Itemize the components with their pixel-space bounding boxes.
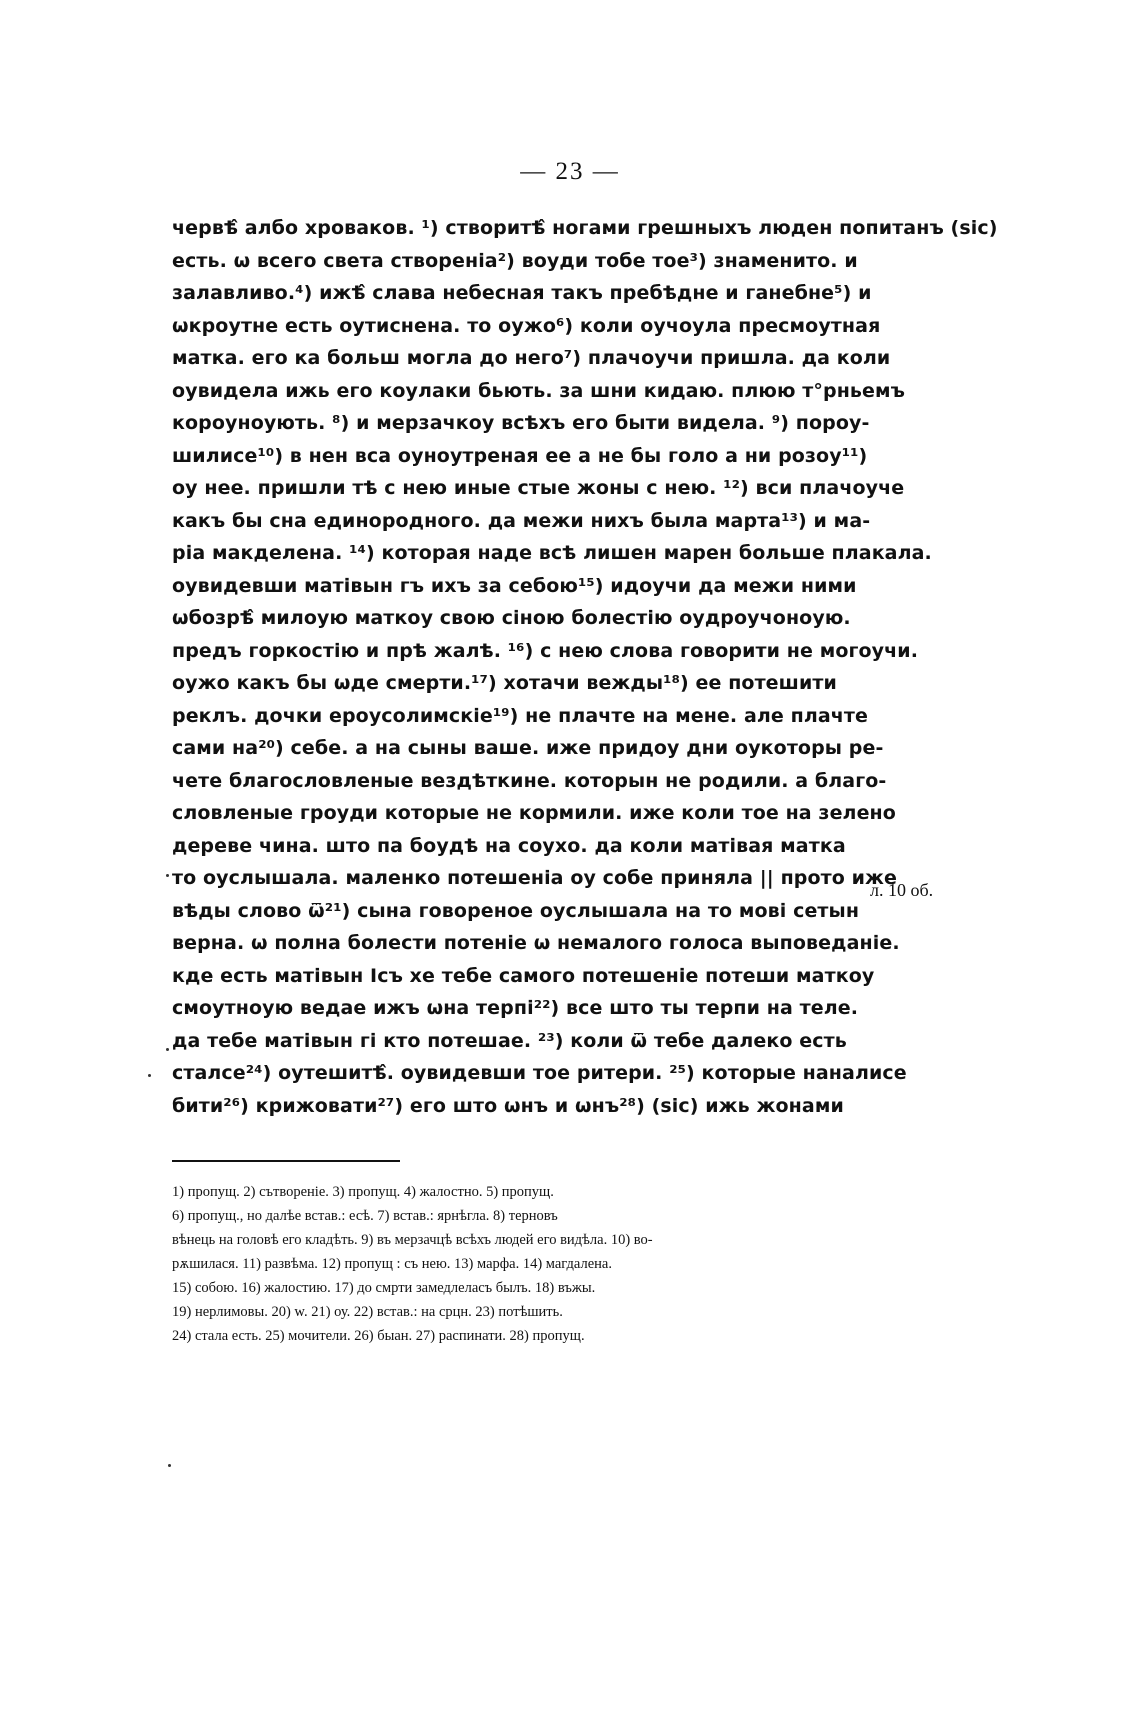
text-line: матка. его ка больш могла до него⁷) плачоучи пришла. да коли (172, 347, 891, 369)
text-line: шилисе¹⁰) в нен вса оуноутреная ее а не бы голо а ни розоу¹¹) (172, 444, 868, 467)
footnote-line: 1) пропущ. 2) сътвореніе. 3) пропущ. 4) жалостно. 5) пропущ. (172, 1184, 554, 1200)
text-line: ѡкроутне есть оутиснена. то оужо⁶) коли оучоула пресмоутная (172, 314, 881, 337)
scan-speck (166, 1048, 169, 1051)
text-line: есть. ѡ всего света створеніа²) воуди тобе тое³) знаменито. и (172, 249, 858, 272)
text-line: ѡбозрѣ̂ милоую маткоу свою сіною болестію оудроучоноую. (172, 607, 851, 629)
text-line: вѣды слово ѿ²¹) сына говореное оуслышала на то мові сетын (172, 899, 860, 922)
text-line: оужо какъ бы ѡде смерти.¹⁷) хотачи вежды¹⁸) ее потешити (172, 672, 837, 694)
text-line: да тебе матівын гі кто потешае. ²³) коли ѿ тебе далеко есть (172, 1029, 847, 1052)
footnote-line: 24) стала есть. 25) мочители. 26) быан. 27) распинати. 28) пропущ. (172, 1328, 585, 1344)
text-line: бити²⁶) крижовати²⁷) его што ѡнъ и ѡнъ²⁸) (sic) ижь жонами (172, 1094, 844, 1117)
text-line: предъ горкостію и прѣ жалѣ. ¹⁶) с нею слова говорити не могоучи. (172, 639, 919, 662)
text-line: верна. ѡ полна болести потеніе ѡ немалого голоса выповеданіе. (172, 932, 900, 954)
text-line: дереве чина. што па боудѣ на соухо. да коли матівая матка (172, 834, 846, 857)
text-line: сталсе²⁴) оутешитѣ̂. оувидевши тое ритери. ²⁵) которые наналисе (172, 1062, 907, 1084)
margin-note: л. 10 об. (870, 880, 934, 900)
footnote-divider (172, 1160, 400, 1162)
text-line: реклъ. дочки ероусолимскіе¹⁹) не плачте на мене. але плачте (172, 704, 868, 727)
text-line: червѣ̂ албо хроваков. ¹) створитѣ̂ ногами грешныхъ люден попитанъ (sic) (172, 217, 998, 239)
text-line: смоутноую ведае ижъ ѡна терпі²²) все што ты терпи на теле. (172, 997, 859, 1019)
text-line: оу нее. пришли тѣ с нею иные стые жоны с нею. ¹²) вси плачоуче (172, 477, 905, 499)
page-number: — 23 — (520, 158, 620, 185)
footnote-line: 19) нерлимовы. 20) w. 21) оу. 22) встав.: на срцн. 23) потѣшить. (172, 1304, 563, 1320)
text-line: короуноують. ⁸) и мерзачкоу всѣхъ его быти видела. ⁹) пороу- (172, 412, 870, 434)
scan-speck (166, 874, 169, 877)
text-line: оувидевши матівын гъ ихъ за себою¹⁵) идоучи да межи ними (172, 574, 857, 597)
text-line: чете благословленые вездѣткине. которын не родили. а благо- (172, 769, 887, 792)
text-line: словленые гроуди которые не кормили. иже коли тое на зелено (172, 802, 896, 824)
text-line: какъ бы сна единородного. да межи нихъ была марта¹³) и ма- (172, 509, 871, 532)
footnotes (172, 1180, 862, 1348)
scan-speck (148, 1074, 151, 1077)
text-line: оувидела ижь его коулаки бьють. за шни кидаю. плюю т°рньемъ (172, 379, 906, 402)
footnote-line: 6) пропущ., но далѣе встав.: есѣ. 7) встав.: ярнѣгла. 8) терновъ (172, 1208, 558, 1224)
text-line: ріа макделена. ¹⁴) которая наде всѣ лишен марен больше плакала. (172, 542, 932, 564)
footnote-line: вѣнець на головѣ его кладѣть. 9) въ мерзачцѣ всѣхъ людей его видѣла. 10) во- (172, 1232, 653, 1248)
scan-speck (168, 1464, 171, 1467)
text-line: то оуслышала. маленко потешеніа оу собе приняла || прото иже (172, 867, 898, 889)
footnote-line: 15) собою. 16) жалостию. 17) до смрти замедлеласъ былъ. 18) въжы. (172, 1280, 596, 1296)
text-line: кде есть матівын Ісъ хе тебе самого потешеніе потеши маткоу (172, 964, 875, 987)
footnote-line: рѫшилася. 11) развѣма. 12) пропущ : съ нею. 13) марфа. 14) магдалена. (172, 1256, 612, 1272)
text-line: залавливо.⁴) ижѣ̂ слава небесная такъ пребѣдне и ганебне⁵) и (172, 282, 872, 304)
text-line: сами на²⁰) себе. а на сыны ваше. иже придоу дни оукоторы ре- (172, 737, 884, 759)
